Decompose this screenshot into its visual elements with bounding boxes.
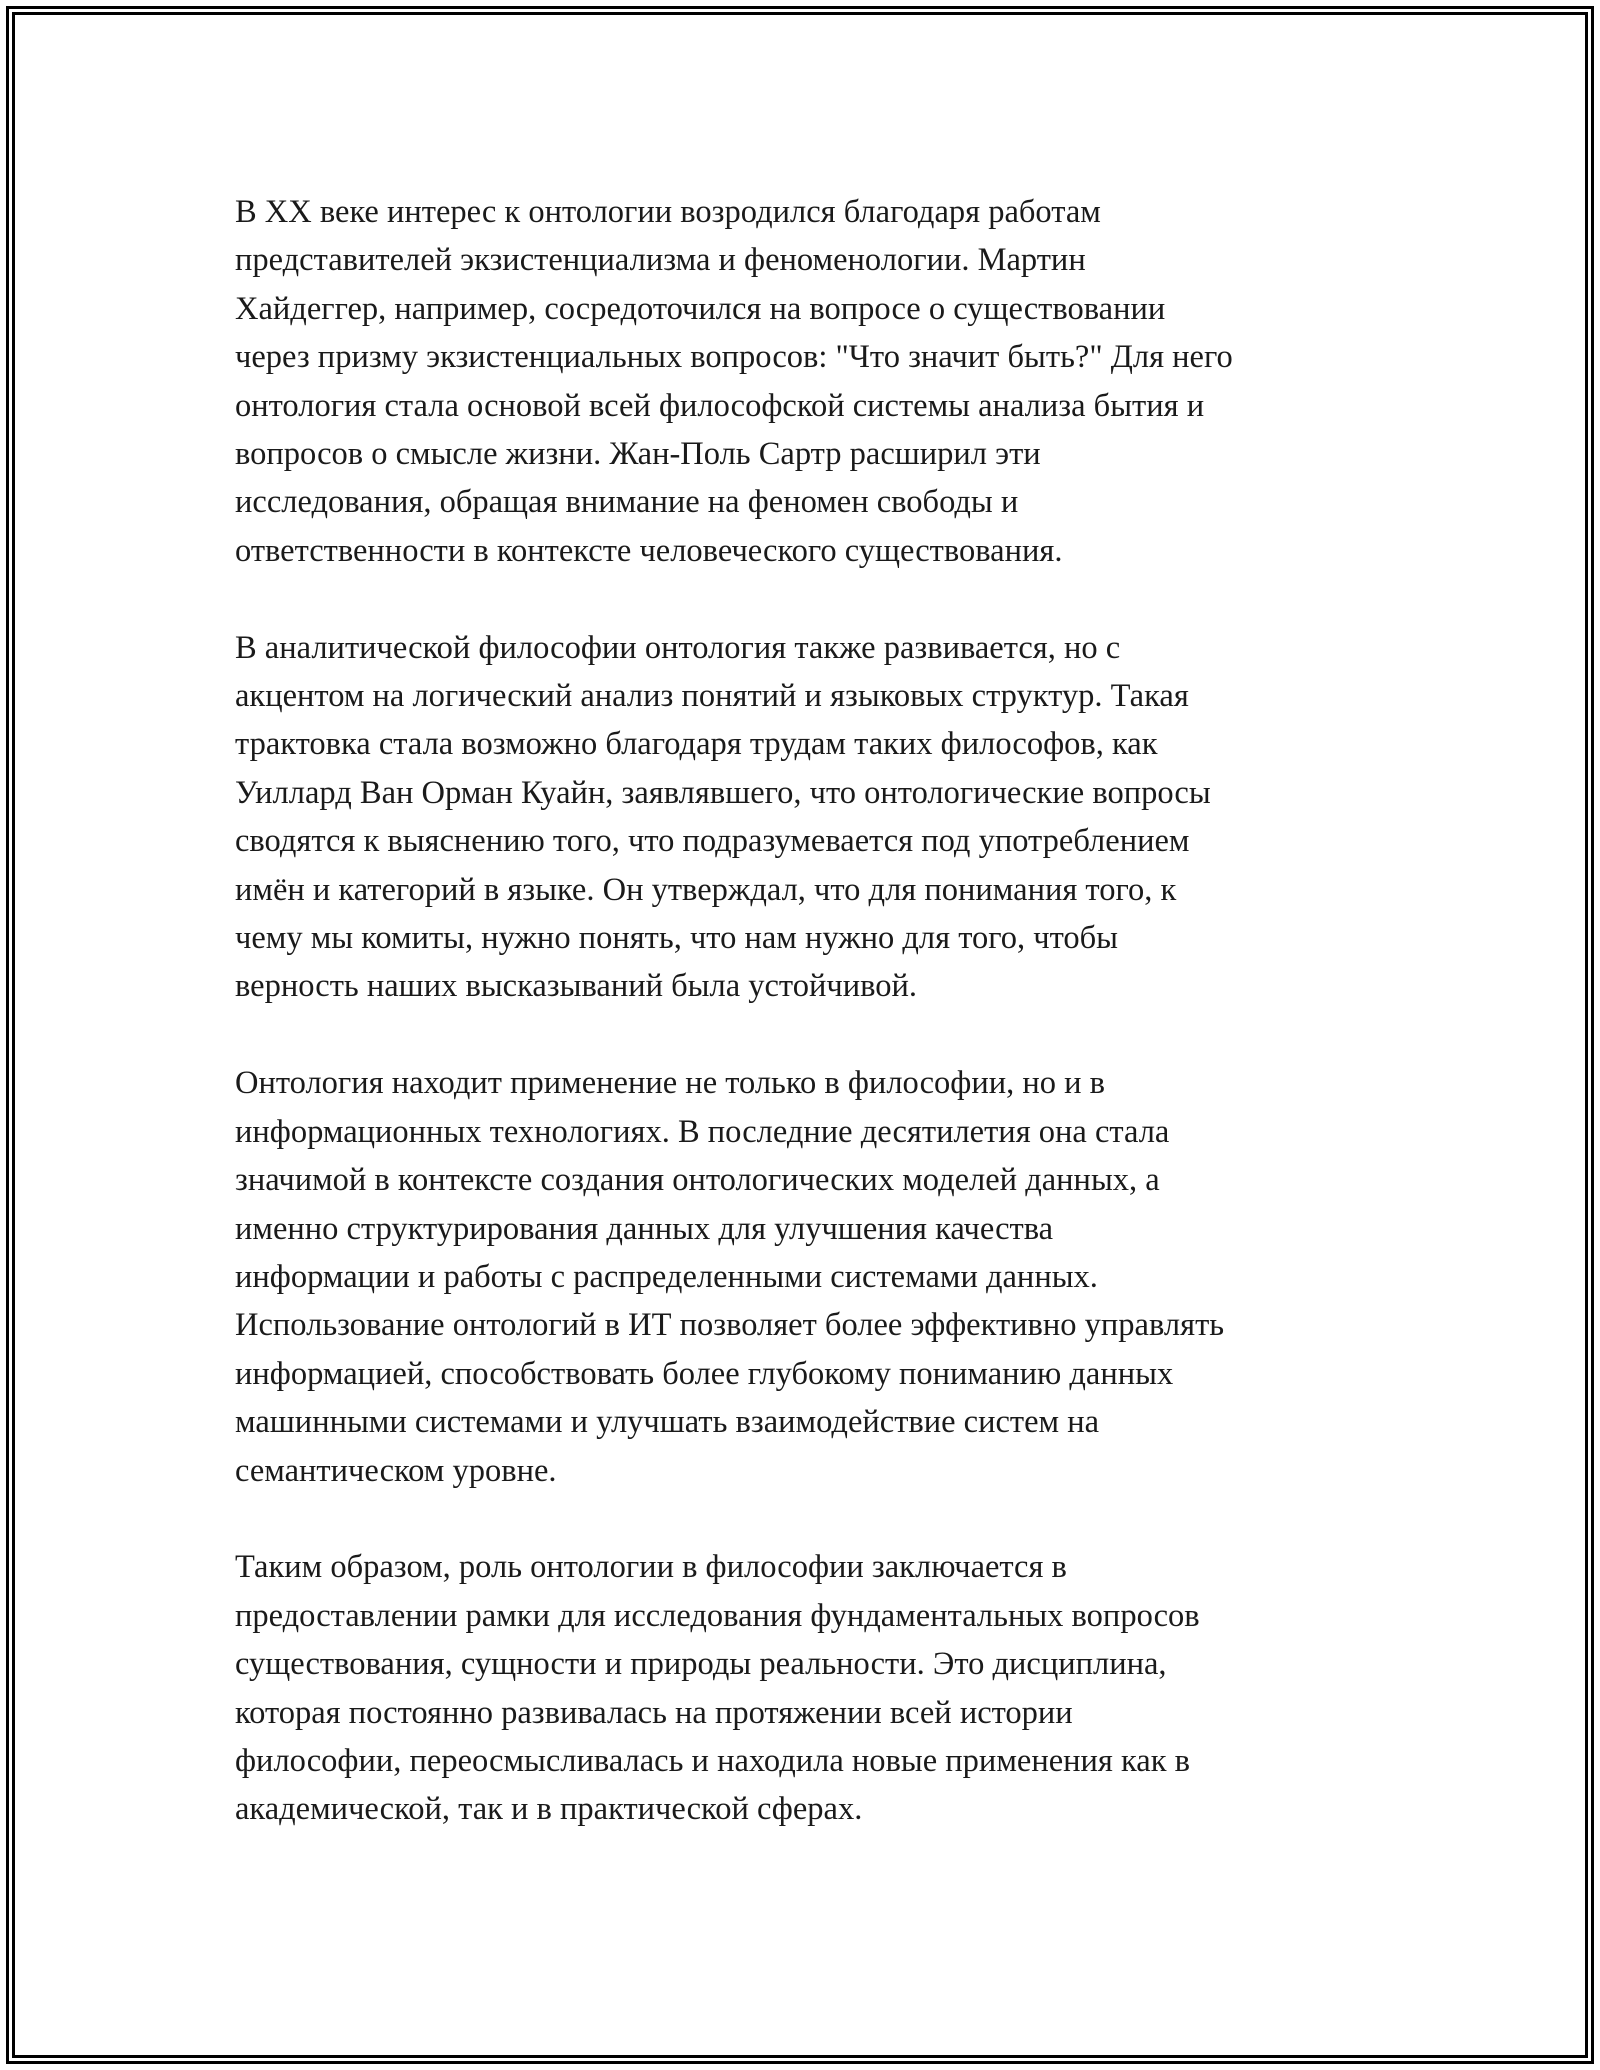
text-line: Использование онтологий в ИТ позволяет более эффективно управлять bbox=[235, 1307, 1225, 1344]
text-line: семантическом уровне. bbox=[235, 1452, 557, 1489]
text-line: онтология стала основой всей философской системы анализа бытия и bbox=[235, 387, 1205, 424]
text-line: академической, так и в практической сферах. bbox=[235, 1791, 863, 1828]
text-line: представителей экзистенциализма и феноменологии. Мартин bbox=[235, 242, 1086, 279]
text-line: ответственности в контексте человеческого существования. bbox=[235, 532, 1063, 569]
text-line: чему мы комиты, нужно понять, что нам нужно для того, чтобы bbox=[235, 920, 1119, 957]
text-line: предоставлении рамки для исследования фундаментальных вопросов bbox=[235, 1597, 1200, 1634]
text-line: исследования, обращая внимание на феномен свободы и bbox=[235, 484, 1019, 521]
text-line: именно структурирования данных для улучшения качества bbox=[235, 1210, 1054, 1247]
paragraph-3 bbox=[235, 1059, 1385, 1495]
text-line: Уиллард Ван Орман Куайн, заявлявшего, что онтологические вопросы bbox=[235, 774, 1211, 811]
text-line: вопросов о смысле жизни. Жан-Поль Сартр расширил эти bbox=[235, 436, 1041, 473]
paragraph-1 bbox=[235, 188, 1385, 575]
text-line: которая постоянно развивалась на протяжении всей истории bbox=[235, 1694, 1073, 1731]
text-line: сводятся к выяснению того, что подразумевается под употреблением bbox=[235, 823, 1190, 860]
text-line: информацией, способствовать более глубокому пониманию данных bbox=[235, 1355, 1174, 1392]
text-line: значимой в контексте создания онтологических моделей данных, а bbox=[235, 1162, 1160, 1199]
text-line: Хайдеггер, например, сосредоточился на вопросе о существовании bbox=[235, 290, 1166, 327]
text-line: Онтология находит применение не только в философии, но и в bbox=[235, 1065, 1105, 1102]
paragraph-4 bbox=[235, 1543, 1385, 1833]
text-line: философии, переосмысливалась и находила новые применения как в bbox=[235, 1742, 1190, 1779]
text-line: существования, сущности и природы реальности. Это дисциплина, bbox=[235, 1646, 1167, 1683]
text-line: верность наших высказываний была устойчивой. bbox=[235, 968, 917, 1005]
text-line: трактовка стала возможно благодаря трудам таких философов, как bbox=[235, 726, 1158, 763]
text-line: акцентом на логический анализ понятий и языковых структур. Такая bbox=[235, 678, 1189, 715]
text-line: информационных технологиях. В последние десятилетия она стала bbox=[235, 1113, 1170, 1150]
text-line: Таким образом, роль онтологии в философии заключается в bbox=[235, 1549, 1067, 1586]
document-body bbox=[235, 188, 1385, 1882]
text-line: машинными системами и улучшать взаимодействие систем на bbox=[235, 1404, 1100, 1441]
text-line: через призму экзистенциальных вопросов: "Что значит быть?" Для него bbox=[235, 339, 1233, 376]
text-line: информации и работы с распределенными системами данных. bbox=[235, 1258, 1098, 1295]
text-line: имён и категорий в языке. Он утверждал, что для понимания того, к bbox=[235, 871, 1177, 908]
paragraph-2 bbox=[235, 624, 1385, 1011]
text-line: В аналитической философии онтология также развивается, но с bbox=[235, 629, 1121, 666]
text-line: В XX веке интерес к онтологии возродился благодаря работам bbox=[235, 194, 1101, 230]
